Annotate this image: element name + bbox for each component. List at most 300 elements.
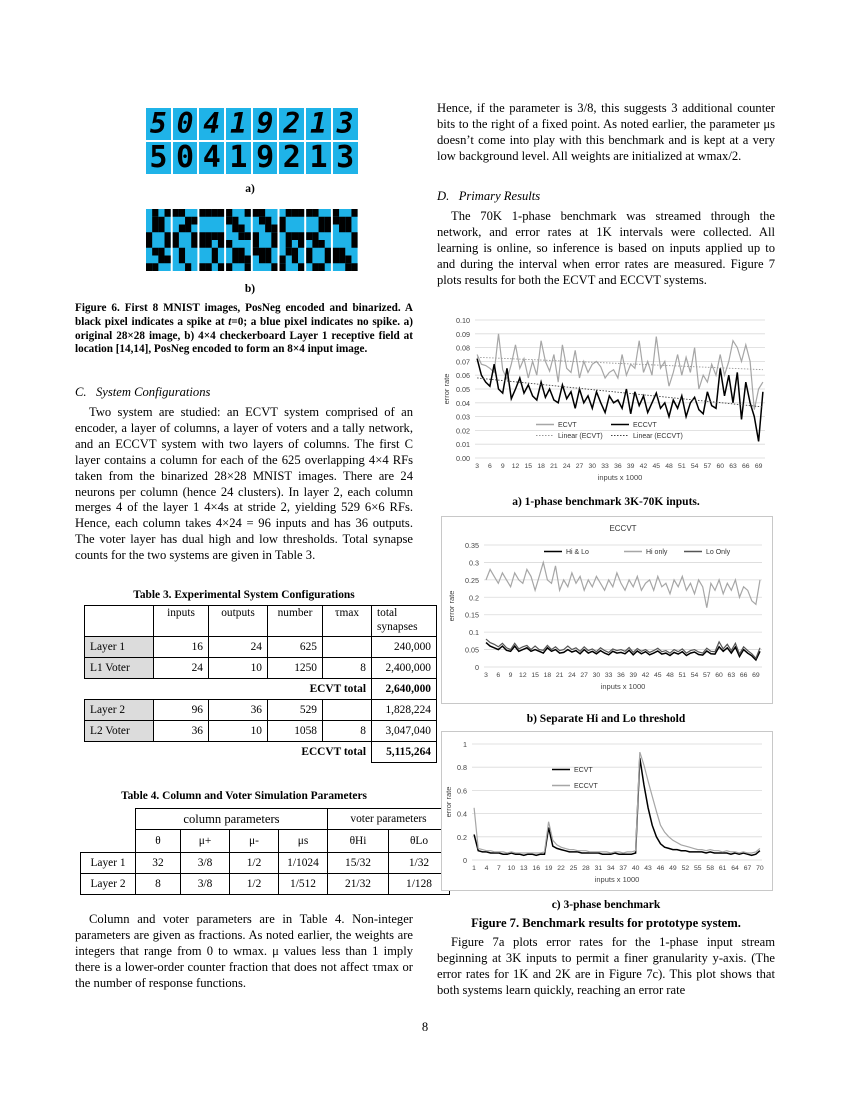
spike-pixel [351,240,357,248]
mnist-digit: 1 [309,142,328,174]
table-cell: 1250 [268,658,323,679]
y-tick-label: 0.04 [456,398,470,408]
x-tick-label: 30 [592,672,601,679]
mnist-digit-cell [173,142,198,174]
x-tick-label: 18 [543,672,552,679]
table-row [85,606,437,637]
table-cell: 1/32 [389,853,450,874]
spike-pixel [158,217,164,225]
spike-pixel [199,240,205,248]
x-tick-label: 15 [531,672,539,679]
spike-pixel [238,225,244,233]
x-tick-label: 10 [507,865,516,872]
spike-pixel [185,217,191,225]
spike-pixel [173,209,179,217]
spike-pixel [218,240,224,248]
table-cell: 24 [209,637,268,658]
spike-pixel [306,209,312,217]
spike-pixel [206,232,212,240]
table-cell: 8 [323,721,372,742]
y-tick-label: 0.6 [457,786,467,796]
spike-pixel [306,248,312,256]
table-cell: 8 [323,658,372,679]
spike-pixel [165,232,171,240]
x-axis-label: inputs x 1000 [600,682,646,691]
table-cell: 1/2 [230,853,279,874]
spike-pixel [345,225,351,233]
x-axis-label: inputs x 1000 [594,875,640,884]
spike-pixel [271,240,277,248]
spike-pixel [191,217,197,225]
chart-a-caption: a) 1-phase benchmark 3K-70K inputs. [512,496,700,508]
spike-pixel [280,225,286,233]
y-tick-label: 0.07 [456,357,470,367]
x-tick-label: 66 [742,463,750,470]
table3 [84,605,437,763]
table-cell: L1 Voter [85,658,154,679]
x-tick-label: 45 [653,672,662,679]
spike-pixel [232,256,238,264]
table-cell: number [268,606,323,637]
table-row [85,637,437,658]
figure6b-label: b) [244,283,256,295]
spike-pixel [253,232,259,240]
spike-pixel [333,209,339,217]
spike-pixel [333,256,339,264]
table-cell: Layer 1 [85,637,154,658]
y-tick-label: 0.3 [469,558,479,568]
x-tick-label: 45 [652,463,661,470]
spike-pixel [158,225,164,233]
figure7-caption: Figure 7. Benchmark results for prototype system. [471,916,741,930]
spike-pixel [226,209,232,217]
spike-pixel [165,256,171,264]
y-tick-label: 0.00 [456,454,470,463]
figure6-caption-number: Figure 6. [75,302,120,314]
figure6-caption-text-1: First 8 MNIST images, PosNeg encoded and binarized. A black pixel indicates a spike at [75,302,413,328]
x-tick-label: 57 [703,672,711,679]
mnist-digit-cell [226,142,251,174]
spike-pixel [259,209,265,217]
spike-pixel [292,248,298,256]
spike-pixel [218,232,224,240]
table-cell: 1/1024 [279,853,328,874]
x-tick-label: 9 [508,672,513,679]
x-tick-label: 19 [544,865,553,872]
x-tick-label: 1 [472,865,476,872]
spike-pixel [298,240,304,248]
spike-pixel [319,263,325,271]
x-tick-label: 4 [484,865,489,872]
table3-title: Table 3. Experimental System Configurations [133,589,355,601]
x-tick-label: 25 [569,865,578,872]
spike-pixel [280,217,286,225]
table-cell: 625 [268,637,323,658]
spike-pixel [152,225,158,233]
spike-pixel [333,217,339,225]
chart-title: ECCVT [609,524,637,533]
mnist-digit: 3 [336,108,354,140]
spike-pixel [245,263,251,271]
chart-b-caption: b) Separate Hi and Lo threshold [526,713,686,725]
chart-a-svg [441,308,771,485]
x-tick-label: 52 [681,865,690,872]
y-tick-label: 0 [463,856,467,865]
spike-pixel [226,217,232,225]
table-cell: μ+ [181,830,230,853]
table-row [81,809,450,830]
spike-pixel [286,232,292,240]
table-cell: 1058 [268,721,323,742]
x-tick-label: 69 [754,463,763,470]
spike-pixel [226,240,232,248]
table-cell: 10 [209,658,268,679]
x-tick-label: 49 [669,865,677,872]
x-tick-label: 64 [731,865,739,872]
spike-pixel [351,209,357,217]
spike-pixel [206,209,212,217]
legend-label: Hi only [646,549,668,556]
x-tick-label: 48 [665,463,673,470]
spike-pixel [146,232,152,240]
x-tick-label: 27 [575,463,584,470]
mnist-digit: 2 [283,108,301,140]
y-tick-label: 0.15 [465,610,479,620]
table-cell: Layer 2 [85,700,154,721]
spike-pixel [265,225,271,233]
spike-pixel [146,240,152,248]
spike-pixel [199,232,205,240]
x-tick-label: 61 [718,865,727,872]
y-tick-label: 0 [475,663,479,672]
spike-pixel [179,209,185,217]
y-tick-label: 1 [463,740,467,749]
spike-pixel [199,209,205,217]
section-c-paragraph: Two system are studied: an ECVT system comprised of an encoder, a layer of columns, a layer of voters and a tally network, and an ECCVT system with two layers of columns. The first C layer contains a column for each of the 625 overlapping 4×4 RFs taken from the binarized 28×28 MNIST images. There are 24 neurons per column (hence 24 clusters). In layer 2, each column merges 4 of the layer 1 4×4s at stride 2, yielding 529 6×6 RFs. Hence, each column takes 4×24 = 96 inputs and has 36 outputs. The voter layer has dual high and low thresholds. Total synapse counts for the two systems are given in Table 3. [75,405,413,563]
spike-pixel [312,232,318,240]
x-tick-label: 58 [706,865,714,872]
mnist-digit: 2 [282,142,301,174]
spike-pixel [259,217,265,225]
x-tick-label: 24 [568,672,576,679]
x-tick-label: 60 [715,672,723,679]
spike-pixel [253,240,259,248]
spike-pixel [152,263,158,271]
table-cell [85,606,154,637]
mnist-digit: 9 [256,142,275,174]
spike-pixel [319,240,325,248]
spike-pixel [152,248,158,256]
spike-pixel [165,240,171,248]
mnist-digit-cell [333,142,358,174]
section-d-paragraph: The 70K 1-phase benchmark was streamed through the network, and error rates at 1K intervals were collected. All learning is online, so inference is based on inputs applied up to and during the interval when error rates are measured. Figure 7 plots results for both the ECVT and ECCVT systems. [437,209,775,287]
table-cell: θLo [389,830,450,853]
x-tick-label: 42 [639,463,648,470]
x-tick-label: 21 [550,463,558,470]
spike-pixel [185,263,191,271]
x-tick-label: 13 [520,865,528,872]
x-tick-label: 15 [524,463,533,470]
spike-pixel [212,248,218,256]
legend-label: Lo Only [706,549,731,556]
x-tick-label: 7 [497,865,501,872]
mnist-digit-cell [173,108,198,140]
x-tick-label: 21 [555,672,564,679]
table-cell: 36 [209,700,268,721]
table-cell: 21/32 [328,874,389,895]
x-tick-label: 6 [496,672,501,679]
figure6b-image [146,209,358,271]
table-cell: 240,000 [372,637,437,658]
figure7-discussion-paragraph: Figure 7a plots error rates for the 1-phase input stream beginning at 3K inputs to permit a finer granularity y-axis. (The error rates for 1K and 2K are in Figure 7c). This plot shows that both systems learn quickly, reaching an error rate [437,935,775,997]
table-cell: inputs [154,606,209,637]
mnist-digit-cell [306,142,331,174]
chart-b [441,516,773,704]
spike-pixel [158,248,164,256]
table-cell: 10 [209,721,268,742]
mnist-digit: 4 [202,142,221,174]
y-tick-label: 0.8 [457,763,467,773]
y-tick-label: 0.1 [469,628,479,638]
figure6-caption-t: t [228,315,232,328]
chart-c [441,731,773,891]
spike-pixel [292,232,298,240]
spike-pixel [179,225,185,233]
x-tick-label: 3 [475,463,480,470]
x-tick-label: 31 [594,865,603,872]
table4-title: Table 4. Column and Voter Simulation Parameters [121,790,367,802]
table-cell [81,830,136,853]
section-d-heading: D. Primary Results [437,189,541,203]
y-axis-label: error rate [444,786,453,818]
y-axis-label: error rate [442,373,451,405]
spike-pixel [232,248,238,256]
spike-pixel [212,209,218,217]
mnist-digit-cell [279,108,304,140]
spike-pixel [191,240,197,248]
x-tick-label: 34 [607,865,615,872]
mnist-digit-cell [333,108,358,140]
mnist-digit-cell [226,108,251,140]
series-line-ecvt [474,758,760,856]
y-tick-label: 0.25 [465,575,479,585]
spike-pixel [339,256,345,264]
x-tick-label: 30 [588,463,597,470]
spike-pixel [259,256,265,264]
table-cell: L2 Voter [85,721,154,742]
table-cell: 2,400,000 [372,658,437,679]
spike-pixel [319,225,325,233]
page-number: 8 [421,1020,429,1034]
x-tick-label: 67 [743,865,752,872]
spike-pixel [206,263,212,271]
x-tick-label: 9 [500,463,505,470]
spike-pixel [218,209,224,217]
spike-pixel [238,232,244,240]
checkerboard-receptive-fields [146,209,358,271]
series-line-eccvt [477,359,763,442]
spike-pixel [218,263,224,271]
table-cell: Layer 1 [81,853,136,874]
x-tick-label: 36 [614,463,622,470]
legend-label: Linear (ECVT) [558,433,603,440]
spike-pixel [226,263,232,271]
table-row [85,721,437,742]
table-cell: voter parameters [328,809,450,830]
table-cell: μ- [230,830,279,853]
x-tick-label: 24 [562,463,571,470]
mnist-digit: 5 [149,142,168,174]
y-tick-label: 0.01 [456,440,470,450]
table-cell: 1/2 [230,874,279,895]
legend-label: ECCVT [574,783,598,790]
spike-pixel [238,256,244,264]
mnist-digit-cell [306,108,331,140]
mnist-digit: 3 [336,142,355,174]
spike-pixel [325,248,331,256]
x-tick-label: 60 [716,463,725,470]
x-tick-label: 48 [666,672,674,679]
y-tick-label: 0.05 [456,385,470,394]
table-cell: 32 [136,853,181,874]
figure6a-label: a) [245,183,255,195]
spike-pixel [351,263,357,271]
x-tick-label: 16 [532,865,540,872]
mnist-digit: 9 [256,108,274,140]
y-tick-label: 0.35 [465,541,479,550]
x-tick-label: 54 [690,672,699,679]
table-row [85,742,437,763]
figure6a-image [146,108,358,174]
spike-pixel [265,256,271,264]
x-tick-label: 37 [619,865,627,872]
spike-pixel [253,248,259,256]
table-cell: τmax [323,606,372,637]
legend-label: ECVT [574,767,593,774]
table-cell: Layer 2 [81,874,136,895]
spike-pixel [179,256,185,264]
spike-pixel [312,263,318,271]
x-tick-label: 69 [752,672,760,679]
table-cell: column parameters [136,809,328,830]
x-tick-label: 3 [484,672,488,679]
chart-b-svg [442,517,772,703]
table-cell: 1/512 [279,874,328,895]
spike-pixel [191,232,197,240]
table-cell: θHi [328,830,389,853]
spike-pixel [325,256,331,264]
parameters-paragraph: Column and voter parameters are in Table 4. Non-integer parameters are given as fractions. As noted earlier, the weights are integers that range from 0 to wmax. μ values less than 1 imply there is a lower-order counter fraction that does not affect τmax or the number of response functions. [75,912,413,990]
legend-label: Hi & Lo [566,549,589,556]
x-tick-label: 33 [604,672,613,679]
spike-pixel [245,209,251,217]
x-axis-label: inputs x 1000 [597,473,643,482]
spike-pixel [179,248,185,256]
y-tick-label: 0.09 [456,329,470,339]
spike-pixel [259,248,265,256]
table-cell: 3/8 [181,853,230,874]
spike-pixel [298,209,304,217]
mnist-digit-cell [253,142,278,174]
spike-pixel [292,256,298,264]
table4 [80,808,450,895]
mnist-digit: 0 [176,142,195,174]
y-axis-label: error rate [447,590,456,622]
table-cell: 529 [268,700,323,721]
spike-pixel [245,256,251,264]
spike-pixel [345,217,351,225]
spike-pixel [152,209,158,217]
spike-pixel [319,217,325,225]
digit-strip-encoded [146,142,358,174]
x-tick-label: 18 [537,463,545,470]
table-cell: 2,640,000 [372,679,437,700]
table-cell: outputs [209,606,268,637]
mnist-digit: 5 [149,108,167,140]
legend-label: ECCVT [633,422,657,429]
x-tick-label: 36 [617,672,625,679]
x-tick-label: 54 [690,463,699,470]
spike-pixel [185,225,191,233]
table-cell: 15/32 [328,853,389,874]
spike-pixel [333,248,339,256]
table-row [85,700,437,721]
x-tick-label: 40 [631,865,640,872]
table-cell: ECVT total [309,683,366,695]
x-tick-label: 57 [703,463,712,470]
y-tick-label: 0.08 [456,343,470,353]
mnist-digit-cell [146,142,171,174]
spike-pixel [212,232,218,240]
spike-pixel [339,217,345,225]
spike-pixel [232,225,238,233]
x-tick-label: 55 [694,865,702,872]
spike-pixel [306,256,312,264]
table-cell: 24 [154,658,209,679]
y-tick-label: 0.10 [456,316,470,325]
spike-pixel [312,209,318,217]
fixed-point-paragraph: Hence, if the parameter is 3/8, this suggests 3 additional counter bits to the right of a fixed point. As noted earlier, the parameter μs doesn’t come into play with this benchmark and is kept at a very low background level. All weights are initialized at wmax/2. [437,101,775,163]
table-row [81,874,450,895]
table-cell: 3/8 [181,874,230,895]
table-cell: 36 [154,721,209,742]
spike-pixel [325,217,331,225]
spike-pixel [286,209,292,217]
x-tick-label: 12 [511,463,520,470]
spike-pixel [212,256,218,264]
spike-pixel [206,240,212,248]
mnist-digit-cell [199,142,224,174]
spike-pixel [253,209,259,217]
spike-pixel [173,240,179,248]
table-cell: 5,115,264 [372,742,437,763]
x-tick-label: 12 [519,672,527,679]
mnist-digit: 1 [229,108,247,140]
table-cell: 1/128 [389,874,450,895]
mnist-digit: 4 [203,108,221,140]
x-tick-label: 39 [626,463,635,470]
spike-pixel [325,225,331,233]
table-cell: 3,047,040 [372,721,437,742]
table-row [81,853,450,874]
spike-pixel [158,256,164,264]
x-tick-label: 51 [678,463,686,470]
spike-pixel [152,217,158,225]
x-tick-label: 66 [739,672,748,679]
x-tick-label: 28 [582,865,590,872]
chart-c-svg [442,732,772,890]
spike-pixel [173,232,179,240]
